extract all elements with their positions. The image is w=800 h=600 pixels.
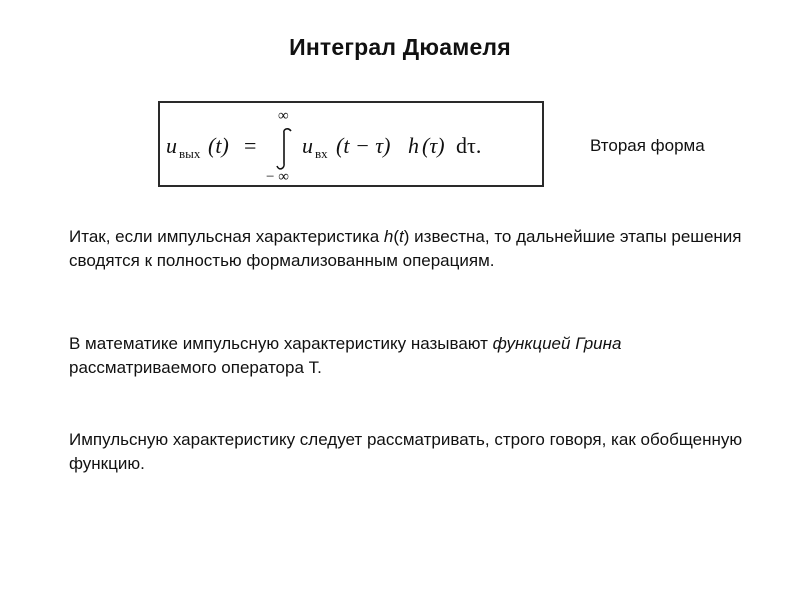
formula-lhs-var: u — [166, 133, 177, 158]
formula-box — [158, 101, 544, 187]
formula-differential: dτ. — [456, 133, 482, 158]
formula-lower-limit: − ∞ — [266, 169, 289, 185]
duhamel-formula — [160, 103, 542, 185]
formula-lhs-argument: (t) — [208, 133, 229, 158]
formula-lhs-subscript: вых — [179, 146, 201, 161]
formula-equals: = — [244, 133, 257, 158]
second-form-label: Вторая форма — [590, 136, 705, 155]
p1-paren-open: ( — [393, 227, 400, 246]
p2-text-after: рассматриваемого оператора Т. — [69, 358, 322, 377]
formula-integrand-argument: (t − τ) — [336, 133, 391, 158]
formula-integrand-var: u — [302, 133, 313, 158]
slide-title: Интеграл Дюамеля — [289, 34, 511, 60]
p2-green-function-term: функцией Грина — [492, 334, 622, 353]
p1-h-symbol: h — [383, 227, 394, 246]
formula-integrand-subscript: вх — [315, 146, 328, 161]
p1-text-after: известна, то дальнейшие этапы решения сводятся к полностью формализованным операциям. — [69, 227, 742, 270]
formula-upper-limit: ∞ — [278, 108, 289, 124]
integral-sign-icon — [277, 129, 291, 169]
paragraph-green-function — [69, 332, 769, 380]
paragraph-impulse-response-known — [69, 225, 769, 273]
p1-text-before: Итак, если импульсная характеристика — [69, 227, 384, 246]
p1-t-symbol: t — [399, 227, 404, 246]
formula-kernel-argument: (τ) — [422, 133, 445, 158]
paragraph-generalized-function: Импульсную характеристику следует рассматривать, строго говоря, как обобщенную функцию. — [69, 430, 743, 473]
p2-text-before: В математике импульсную характеристику называют — [69, 334, 493, 353]
formula-kernel: h — [408, 133, 419, 158]
p1-paren-close: ) — [403, 227, 410, 246]
